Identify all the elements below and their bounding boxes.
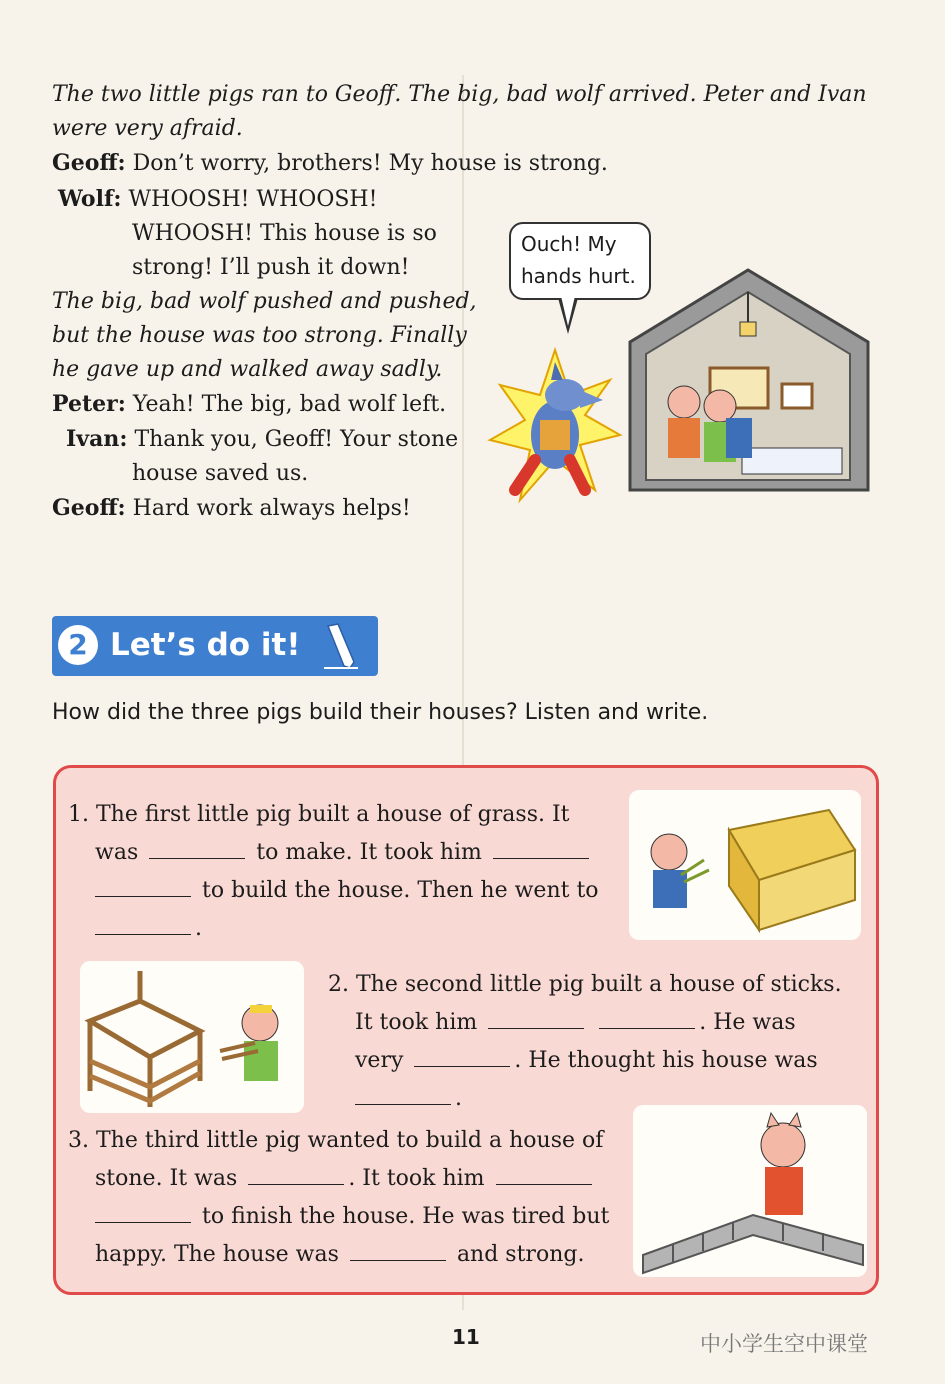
pig-overalls [765,1167,803,1215]
watermark-text: 中小学生空中课堂 [700,1332,868,1356]
bed [742,448,842,474]
question-line: 3. The third little pig wanted to build a house of [68,1128,604,1153]
pig-ear [789,1113,801,1127]
section-header [52,616,378,676]
question-line [68,1160,609,1198]
dialogue-line [52,182,482,217]
answer-blank[interactable] [95,914,191,935]
question-line [68,872,599,910]
section-number: 2 [58,625,98,665]
grass-house-panel [629,790,861,940]
dialogue-text: WHOOSH! WHOOSH! [128,187,378,212]
stone-wall [643,1215,863,1273]
instruction-text: How did the three pigs build their houses? Listen and write. [52,700,709,725]
story-top [52,78,872,181]
bubble-line: Ouch! My [521,232,617,256]
story-left-column [52,182,482,526]
question-text: to make. It took him [256,840,482,865]
bubble-tail-fill [561,296,575,326]
wolf-head [545,379,585,411]
answer-blank[interactable] [95,1202,191,1223]
pig-ear [767,1113,779,1127]
pig-head [651,834,687,870]
speaker-label: Wolf: [58,186,122,212]
small-picture-frame [782,384,812,408]
pencil-icon [324,622,358,670]
question-text: very [355,1048,404,1073]
question-text: and strong. [456,1242,585,1267]
question-line [328,1042,842,1080]
dialogue-text: Don’t worry, brothers! My house is strong. [132,151,608,176]
speaker-label: Geoff: [52,495,126,521]
answer-blank[interactable] [350,1240,446,1261]
question-line [68,834,599,872]
pig-body [244,1041,278,1081]
question-text: to finish the house. He was tired but [202,1204,610,1229]
answer-blank[interactable] [599,1008,695,1029]
wolf-vest [540,420,570,450]
answer-blank[interactable] [149,838,245,859]
dialogue-text: Hard work always helps! [132,496,411,521]
pig-head [704,390,736,422]
question-line: 2. The second little pig built a house of sticks. [328,972,842,997]
question-line [328,1004,842,1042]
question-text: stone. It was [95,1166,238,1191]
narration-line: were very afraid. [52,116,243,141]
narration-line: The big, bad wolf pushed and pushed, [52,289,477,314]
stick-house-panel [80,961,304,1113]
pig-head [761,1123,805,1167]
question-3 [68,1122,609,1274]
question-text: It took him [355,1010,478,1035]
wolf-illustration [485,340,625,510]
stone-house-illustration [622,262,874,494]
dialogue-text: WHOOSH! This house is so [132,221,437,246]
dialogue-line [52,387,482,422]
narration-line: The two little pigs ran to Geoff. The big, bad wolf arrived. Peter and Ivan [52,82,867,107]
dialogue-text: strong! I’ll push it down! [132,255,410,280]
question-2 [328,966,842,1118]
answer-blank[interactable] [355,1084,451,1105]
question-line [68,910,599,948]
answer-blank[interactable] [496,1164,592,1185]
question-1 [68,796,599,948]
lamp-icon [740,322,756,336]
stick-house-illustration [80,961,304,1113]
answer-blank[interactable] [493,838,589,859]
speaker-label: Peter: [52,391,126,417]
exercise-box [53,765,879,1295]
question-text: to build the house. Then he went to [202,878,599,903]
question-text: . He was [699,1010,796,1035]
answer-blank[interactable] [95,876,191,897]
answer-blank[interactable] [414,1046,510,1067]
question-text: happy. The house was [95,1242,339,1267]
answer-blank[interactable] [488,1008,584,1029]
question-text: . It took him [348,1166,485,1191]
question-text: . [455,1086,462,1111]
dialogue-line [52,146,872,181]
stick-frame [90,1001,200,1057]
grass-house-illustration [629,790,861,940]
question-line: 1. The first little pig built a house of grass. It [68,802,570,827]
question-text: was [95,840,139,865]
pig-hat [250,1005,272,1013]
question-line [68,1198,609,1236]
dialogue-text: Thank you, Geoff! Your stone [134,427,459,452]
page-number: 11 [452,1325,480,1349]
speaker-label: Geoff: [52,150,126,176]
stone-house-panel [633,1105,867,1277]
pig-body [668,418,700,458]
answer-blank[interactable] [248,1164,344,1185]
bubble-line: hands hurt. [521,264,636,288]
dialogue-text: house saved us. [132,461,309,486]
dialogue-line [52,422,482,457]
narration-line: but the house was too strong. Finally [52,323,467,348]
dialogue-line [52,491,482,526]
speaker-label: Ivan: [66,426,128,452]
pig-head [668,386,700,418]
question-text: . He thought his house was [514,1048,818,1073]
pig-body [726,418,752,458]
stone-wall-illustration [633,1105,867,1277]
narration-line: he gave up and walked away sadly. [52,357,443,382]
stick-wall [90,1061,200,1101]
section-title: Let’s do it! [110,627,301,663]
question-line [68,1236,609,1274]
question-text: . [195,916,202,941]
dialogue-text: Yeah! The big, bad wolf left. [132,392,447,417]
